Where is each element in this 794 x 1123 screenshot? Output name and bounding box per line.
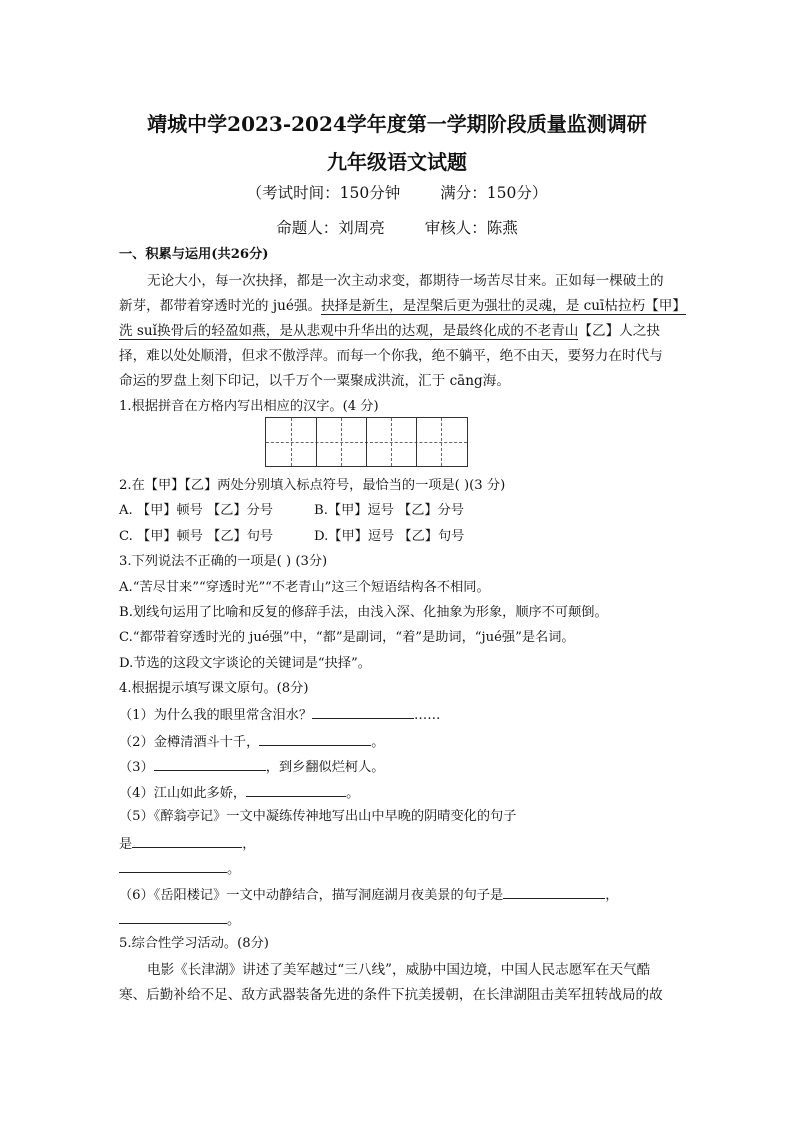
q4-item-6-end: 。	[227, 913, 241, 928]
answer-grid[interactable]	[265, 417, 468, 467]
author: 命题人：刘周亮	[276, 219, 385, 237]
question-3: 3.下列说法不正确的一项是( ) (3分)	[119, 554, 328, 569]
q4-item-5-answer-2	[119, 858, 679, 880]
exam-subtitle: 九年级语文试题	[327, 150, 467, 174]
q2-option-d: D.【甲】逗号 【乙】句号	[314, 529, 465, 544]
reviewer: 审核人：陈燕	[424, 219, 518, 237]
grid-dash	[341, 418, 342, 466]
exam-time: （考试时间：150分钟	[246, 184, 401, 202]
q4-item-3	[119, 756, 679, 778]
underlined-sentence-2: 洗 suǐ换骨后的轻盈如燕，是从悲观中升华出的达观，是最终化成的不老青山	[119, 323, 579, 339]
q4-item-6-comma: ，	[605, 888, 619, 903]
q2-option-a: A. 【甲】顿号 【乙】分号	[119, 503, 273, 518]
question-4: 4.根据提示填写课文原句。(8分)	[119, 681, 309, 696]
passage-line-3b: 【乙】人之抉	[578, 323, 660, 339]
q4-item-4	[119, 782, 679, 804]
q5-paragraph-line-1: 电影《长津湖》讲述了美军越过“三八线”，威胁中国边境，中国人民志愿军在天气酷	[147, 962, 651, 978]
grid-dash	[391, 418, 392, 466]
answer-blank[interactable]	[312, 704, 414, 719]
q4-item-4-end: 。	[346, 786, 360, 801]
q3-option-c: C.“都带着穿透时光的 jué强”中，“都”是副词，“着”是助词，“jué强”是名词。	[119, 630, 575, 645]
passage-line-1: 无论大小，每一次抉择，都是一次主动求变，都期待一场苦尽甘来。正如每一棵破土的	[147, 273, 664, 289]
q4-item-3-prefix: （3）	[119, 760, 154, 775]
q4-item-3-text: ，到乡翻似烂柯人。	[265, 760, 385, 775]
q4-item-6-text: （6）《岳阳楼记》一文中动静结合，描写洞庭湖月夜美景的句子是	[119, 888, 504, 903]
grid-cell-border	[366, 418, 367, 466]
answer-blank[interactable]	[246, 782, 346, 797]
q2-options-row-2	[119, 527, 679, 547]
exam-title: 靖城中学2023-2024学年度第一学期阶段质量监测调研	[147, 112, 647, 136]
answer-blank[interactable]	[503, 884, 605, 899]
exam-authors	[0, 216, 794, 238]
q4-item-5-prefix: 是	[119, 837, 133, 852]
answer-blank[interactable]	[132, 833, 242, 848]
q3-option-d: D.节选的这段文字谈论的关键词是“抉择”。	[119, 656, 371, 671]
answer-blank[interactable]	[259, 731, 371, 746]
q4-item-4-text: （4）江山如此多娇，	[119, 786, 247, 801]
q4-item-1-end: ……	[414, 708, 441, 723]
passage-line-5: 命运的罗盘上刻下印记，以千万个一粟聚成洪流，汇于 cāng海。	[119, 373, 510, 389]
q5-paragraph-line-2: 寒、后勤补给不足、敌方武器装备先进的条件下抗美援朝，在长津湖阻击美军扭转战局的故	[119, 987, 663, 1003]
q4-item-1-text: （1）为什么我的眼里常含泪水？	[119, 708, 313, 723]
answer-blank[interactable]	[119, 858, 227, 873]
passage-line-4: 择，难以处处顺滑，但求不傲浮萍。而每一个你我，绝不躺平，绝不由天，要努力在时代与	[119, 348, 663, 364]
q2-options-row-1	[119, 501, 679, 521]
question-1: 1.根据拼音在方格内写出相应的汉字。(4 分)	[119, 399, 379, 414]
q4-item-6-answer-2	[119, 909, 679, 931]
section-heading: 一、积累与运用(共26分)	[119, 247, 269, 262]
q3-option-b: B.划线句运用了比喻和反复的修辞手法，由浅入深、化抽象为形象，顺序不可颠倒。	[119, 605, 608, 620]
passage-line-2	[119, 296, 686, 316]
q4-item-5-answer	[119, 833, 679, 855]
q4-item-2-end: 。	[371, 735, 385, 750]
answer-blank[interactable]	[154, 756, 266, 771]
grid-cell-border	[416, 418, 417, 466]
q4-item-2-text: （2）金樽清酒斗十千，	[119, 735, 260, 750]
question-5: 5.综合性学习活动。(8分)	[119, 936, 269, 951]
q4-item-6	[119, 884, 679, 906]
passage-line-3	[119, 321, 679, 341]
q4-item-5: （5）《醉翁亭记》一文中凝练传神地写出山中早晚的阴晴变化的句子	[119, 809, 517, 824]
q4-item-5-end: 。	[227, 862, 241, 877]
q2-option-b: B.【甲】逗号 【乙】分号	[314, 503, 464, 518]
underlined-sentence-1: 抉择是新生，是涅槃后更为强壮的灵魂，是 cuī枯拉朽【甲】	[321, 298, 686, 314]
grid-dash	[291, 418, 292, 466]
q4-item-1	[119, 704, 679, 726]
q3-option-a: A.“苦尽甘来”“穿透时光”“不老青山”这三个短语结构各不相同。	[119, 580, 490, 595]
q4-item-2	[119, 731, 679, 753]
grid-cell-border	[316, 418, 317, 466]
q2-option-c: C. 【甲】顿号 【乙】句号	[119, 529, 274, 544]
exam-info	[0, 181, 794, 203]
answer-blank[interactable]	[119, 909, 227, 924]
passage-line-2a: 新芽，都带着穿透时光的 jué强。	[119, 298, 322, 314]
full-score: 满分：150分）	[440, 184, 548, 202]
q4-item-5-comma: ，	[242, 837, 256, 852]
grid-dash	[441, 418, 442, 466]
question-2: 2.在【甲】【乙】两处分别填入标点符号，最恰当的一项是( )(3 分)	[119, 478, 506, 493]
